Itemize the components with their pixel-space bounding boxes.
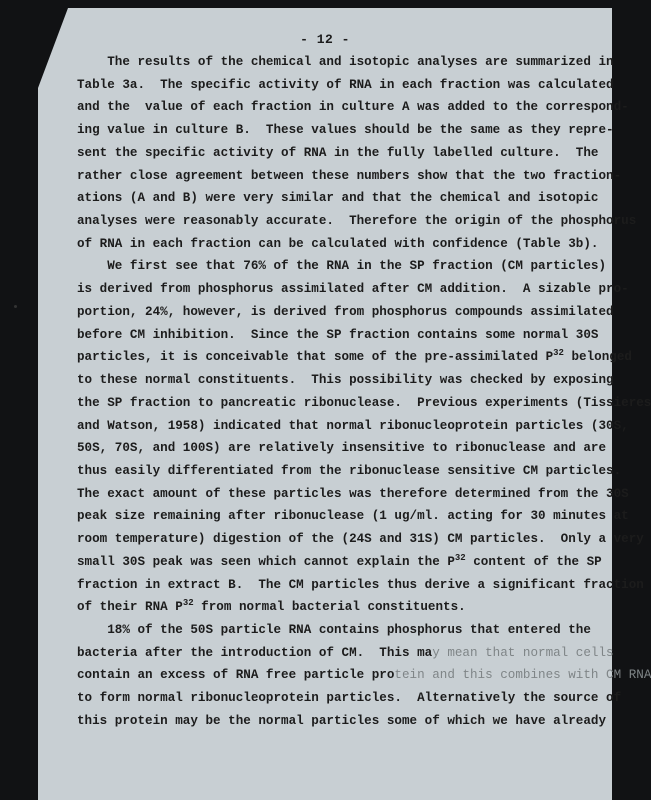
page-number: - 12 -: [300, 32, 350, 47]
line-segment: of their RNA P: [77, 600, 183, 615]
text-line: The exact amount of these particles was therefore determined from the 30S: [77, 486, 629, 501]
superscript: 32: [182, 598, 194, 609]
faint-segment: y mean that normal cells: [432, 645, 614, 660]
text-line: sent the specific activity of RNA in the fully labelled culture. The: [77, 145, 599, 160]
text-line: [77, 552, 602, 572]
line-segment: particles, it is conceivable that some of the pre-assimilated P: [77, 350, 554, 365]
text-line: [77, 597, 466, 617]
text-line: fraction in extract B. The CM particles thus derive a significant fraction: [77, 577, 644, 592]
text-line: 50S, 70S, and 100S) are relatively insensitive to ribonuclease and are: [77, 441, 607, 456]
text-line: to form normal ribonucleoprotein particles. Alternatively the source of: [77, 691, 622, 706]
text-line: before CM inhibition. Since the SP fraction contains some normal 30S: [77, 327, 599, 342]
text-line: Table 3a. The specific activity of RNA in each fraction was calculated: [77, 77, 614, 92]
text-line: of RNA in each fraction can be calculated with confidence (Table 3b).: [77, 236, 599, 251]
line-segment: bacteria after the introduction of CM. This ma: [77, 645, 433, 660]
text-line: 18% of the 50S particle RNA contains phosphorus that entered the: [77, 623, 591, 637]
text-line: this protein may be the normal particles some of which we have already: [77, 713, 607, 728]
text-line: We first see that 76% of the RNA in the SP fraction (CM particles): [77, 259, 607, 274]
text-line: and Watson, 1958) indicated that normal ribonucleoprotein particles (30S,: [77, 418, 629, 433]
text-line: room temperature) digestion of the (24S and 31S) CM particles. Only a very: [77, 532, 644, 547]
document-page: [38, 8, 651, 800]
text-line: and the value of each fraction in culture A was added to the correspond-: [77, 100, 629, 115]
line-segment: contain an excess of RNA free particle pro: [77, 668, 395, 683]
text-line: rather close agreement between these numbers show that the two fraction-: [77, 168, 622, 183]
line-segment: content of the SP: [465, 554, 602, 569]
text-line: [77, 347, 632, 367]
text-line: portion, 24%, however, is derived from phosphorus compounds assimilated: [77, 304, 614, 319]
text-line: to these normal constituents. This possibility was checked by exposing: [77, 373, 614, 388]
text-line: ing value in culture B. These values should be the same as they repre-: [77, 123, 614, 138]
text-line: [77, 665, 651, 685]
margin-mark: [14, 305, 17, 308]
text-line: the SP fraction to pancreatic ribonuclease. Previous experiments (Tissieres: [77, 395, 651, 410]
text-line: peak size remaining after ribonuclease (1 ug/ml. acting for 30 minutes at: [77, 509, 629, 524]
text-line: is derived from phosphorus assimilated after CM addition. A sizable pro-: [77, 282, 629, 297]
folded-corner: [38, 8, 68, 88]
line-segment: belonged: [563, 350, 632, 365]
text-line: analyses were reasonably accurate. Therefore the origin of the phosphorus: [77, 214, 637, 229]
faint-segment: tein and this combines with CM RNA: [394, 668, 651, 683]
superscript: 32: [454, 552, 466, 563]
text-line: The results of the chemical and isotopic analyses are summarized in: [77, 55, 614, 69]
superscript: 32: [553, 348, 564, 359]
text-line: [77, 643, 614, 663]
line-segment: small 30S peak was seen which cannot explain the P: [77, 554, 455, 569]
text-line: ations (A and B) were very similar and that the chemical and isotopic: [77, 191, 599, 206]
line-segment: from normal bacterial constituents.: [193, 600, 466, 615]
text-line: thus easily differentiated from the ribonuclease sensitive CM particles.: [77, 463, 622, 478]
